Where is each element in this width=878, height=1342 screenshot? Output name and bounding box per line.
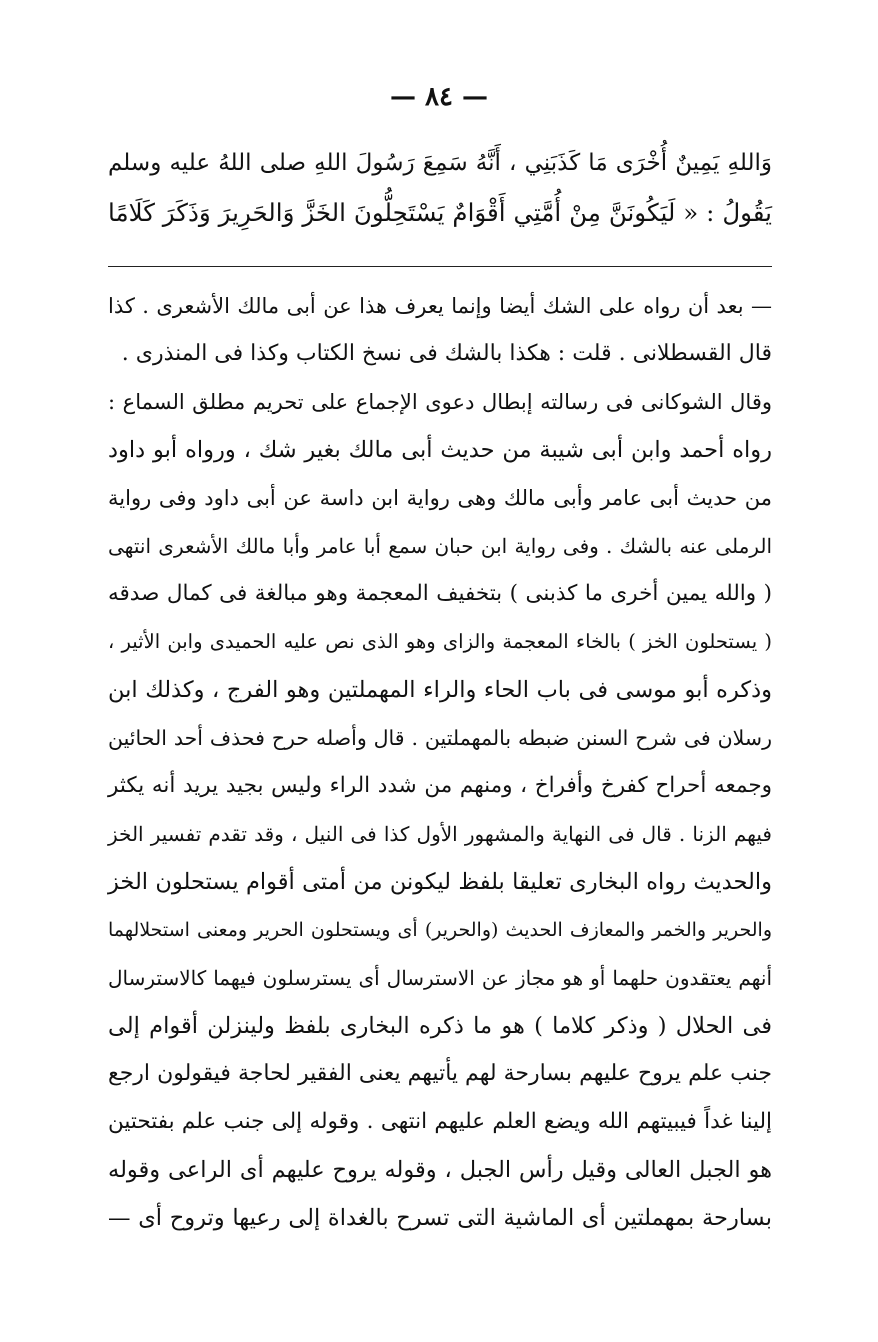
commentary-line: هو الجبل العالى وقيل رأس الجبل ، وقوله يروح عليهم أى الراعى وقوله — [108, 1157, 772, 1183]
commentary-line: ( والله يمين أخرى ما كذبنى ) بتخفيف المعجمة وهو مبالغة فى كمال صدقه — [108, 581, 772, 606]
commentary-line: بسارحة بمهملتين أى الماشية التى تسرح بالغداة إلى رعيها وتروح أى — — [108, 1205, 772, 1231]
commentary-line: الرملى عنه بالشك . وفى رواية ابن حبان سمع أبا عامر وأبا مالك الأشعرى انتهى — [108, 534, 772, 558]
page-number: — ٨٤ — — [389, 82, 489, 112]
footnote-divider — [108, 266, 772, 267]
commentary-line: ( يستحلون الخز ) بالخاء المعجمة والزاى وهو الذى نص عليه الحميدى وابن الأثير ، — [108, 630, 772, 653]
commentary-line: إلينا غداً فيبيتهم الله ويضع العلم عليهم انتهى . وقوله إلى جنب علم بفتحتين — [108, 1109, 772, 1134]
commentary-line: وذكره أبو موسى فى باب الحاء والراء المهملتين وهو الفرج ، وكذلك ابن — [108, 677, 772, 703]
commentary-line: أنهم يعتقدون حلهما أو هو مجاز عن الاسترسال أى يسترسلون فيهما كالاسترسال — [108, 966, 772, 990]
commentary-line: رسلان فى شرح السنن ضبطه بالمهملتين . قال وأصله حرح فحذف أحد الحائين — [108, 726, 772, 750]
commentary-line: قال القسطلانى . قلت : هكذا بالشك فى نسخ الكتاب وكذا فى المنذرى . — [121, 341, 772, 366]
commentary-line: والحرير والخمر والمعازف الحديث (والحرير) أى ويستحلون الحرير ومعنى استحلالهما — [108, 919, 772, 941]
commentary-line: — بعد أن رواه على الشك أيضا وإنما يعرف هذا عن أبى مالك الأشعرى . كذا — [108, 294, 772, 318]
commentary-line: من حديث أبى عامر وأبى مالك وهى رواية ابن داسة عن أبى داود وفى رواية — [108, 486, 772, 510]
commentary-line: والحديث رواه البخارى تعليقا بلفظ ليكونن من أمتى أقوام يستحلون الخز — [108, 869, 772, 895]
hadith-line: يَقُولُ : « لَيَكُونَنَّ مِنْ أُمَّتِي أَقْوَامٌ يَسْتَحِلُّونَ الخَزَّ وَالحَرِيرَ وَذَكَرَ كَلَامًا — [108, 198, 772, 227]
commentary-line: جنب علم يروح عليهم بسارحة لهم يأتيهم يعنى الفقير لحاجة فيقولون ارجع — [108, 1061, 772, 1086]
commentary-line: رواه أحمد وابن أبى شيبة من حديث أبى مالك بغير شك ، ورواه أبو داود — [108, 437, 772, 463]
commentary-line: فى الحلال ( وذكر كلاما ) هو ما ذكره البخارى بلفظ ولينزلن أقوام إلى — [108, 1013, 772, 1039]
hadith-line: وَاللهِ يَمِينٌ أُخْرَى مَا كَذَبَنِي ، أَنَّهُ سَمِعَ رَسُولَ اللهِ صلى اللهُ عليه وسلم — [108, 150, 772, 176]
commentary-line: وقال الشوكانى فى رسالته إبطال دعوى الإجماع على تحريم مطلق السماع : — [108, 390, 772, 414]
commentary-text — [108, 282, 772, 1242]
commentary-line: فيهم الزنا . قال فى النهاية والمشهور الأول كذا فى النيل ، وقد تقدم تفسير الخز — [108, 822, 772, 846]
hadith-text — [108, 138, 772, 238]
commentary-line: وجمعه أحراح كفرخ وأفراخ ، ومنهم من شدد الراء وليس بجيد يريد أنه يكثر — [108, 773, 772, 798]
